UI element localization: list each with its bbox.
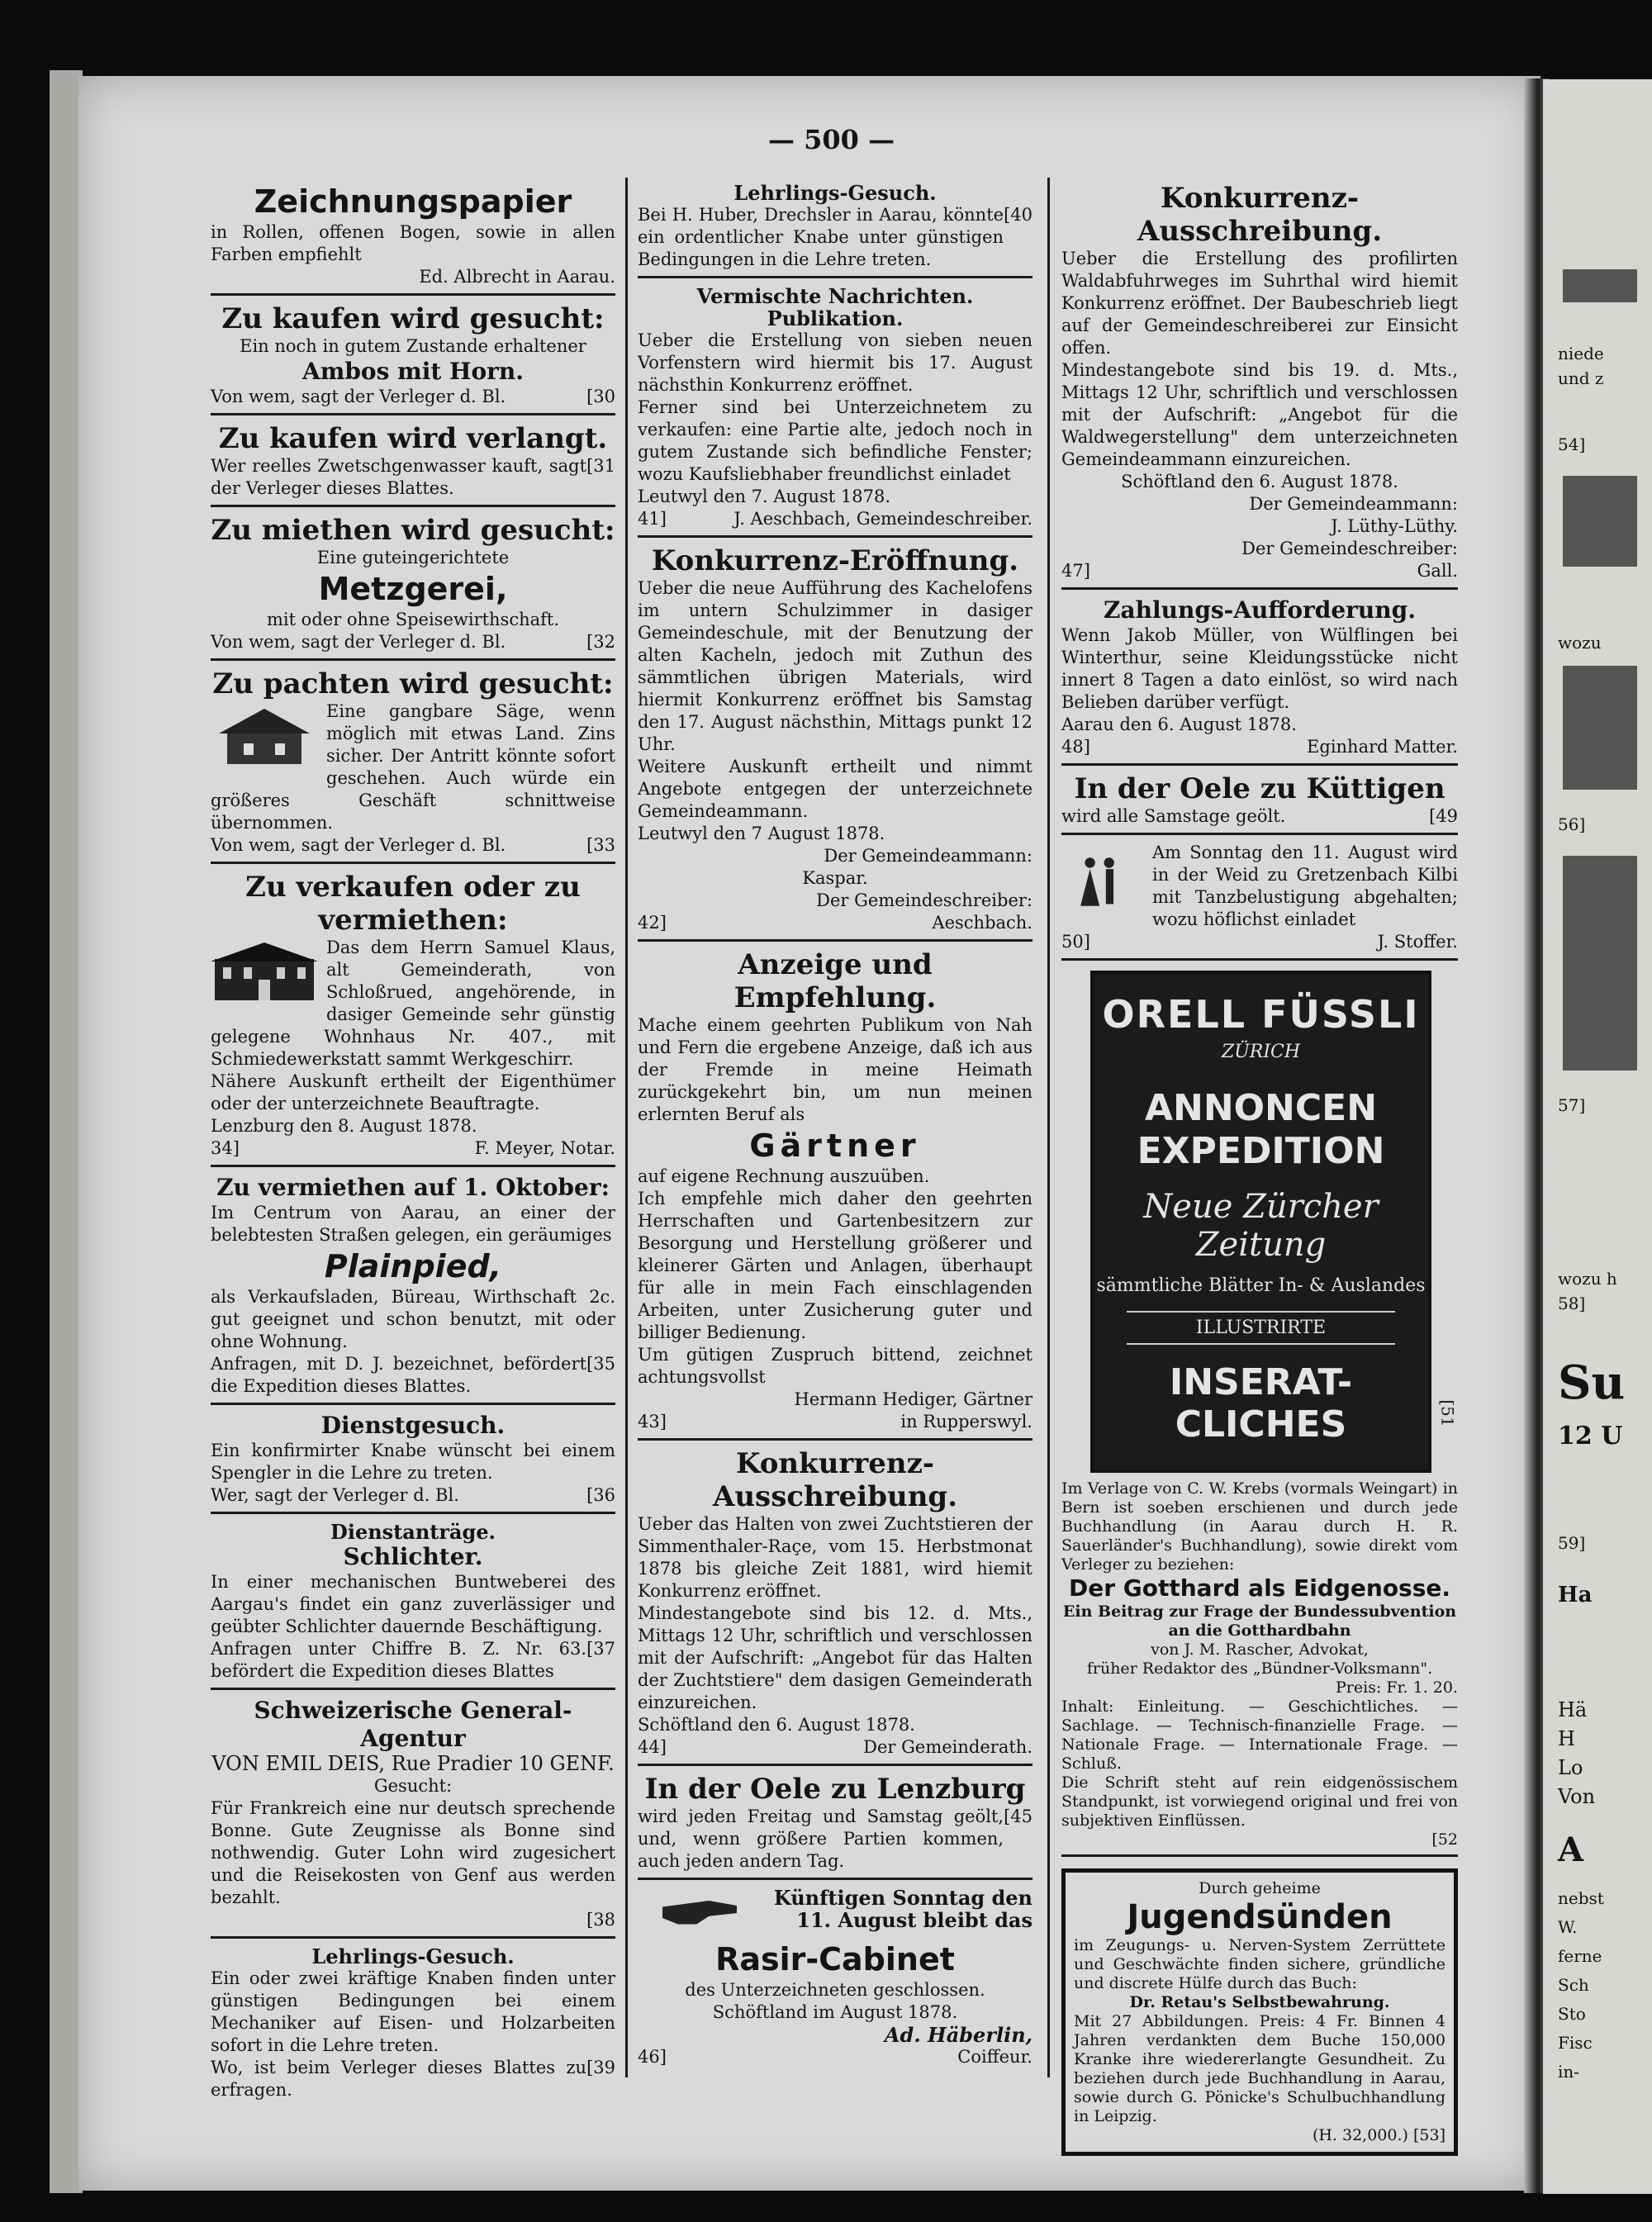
ad-sig1: Der Gemeindeammann: xyxy=(824,846,1032,866)
column-2 xyxy=(638,182,1032,2073)
ad-author: von J. M. Rascher, Advokat, xyxy=(1151,1640,1369,1659)
ad-number: [53] xyxy=(1412,2126,1446,2144)
dancing-couple-icon xyxy=(1061,843,1144,918)
house-illustration-icon xyxy=(211,702,318,768)
ad-gaertner xyxy=(638,948,1032,1441)
ad-number: [52 xyxy=(1431,1830,1458,1849)
ad-price: Preis: Fr. 1. 20. xyxy=(1335,1678,1458,1697)
next-page-text: Sto xyxy=(1558,2004,1586,2024)
next-page-edge xyxy=(1543,79,1652,2194)
ad-title: In der Oele zu Lenzburg xyxy=(644,1773,1026,1806)
ad-text-3: Anfragen, mit D. J. bezeichnet, befördert die Expedition dieses Blattes. xyxy=(211,1354,587,1396)
ad-text-2: als Verkaufsladen, Büreau, Wirthschaft 2c. gut geeignet und schon benutzt, mit oder ohne Wohnung. xyxy=(211,1287,615,1351)
ad-title: Zu kaufen wird verlangt. xyxy=(218,422,608,455)
next-page-number: 54] xyxy=(1558,434,1586,454)
ad-text-2: Mindestangebote sind bis 12. d. Mts., Mittags 12 Uhr, schriftlich und verschlossen mit der Aufschrift: „Angebot für das Halten der Zuchtstiere" dem dasigen Gemeinderath einzureichen. xyxy=(638,1603,1032,1712)
ad-text: Ueber die Erstellung des profilirten Waldabfuhrweges im Suhrthal wird hiemit Konkurrenz eröffnet. Der Baubeschrieb liegt auf der Gemeindeschreiberei zur Einsicht offen. xyxy=(1061,249,1458,358)
ad-title: Konkurrenz-Ausschreibung. xyxy=(1137,182,1383,248)
ad-publikation xyxy=(638,285,1032,538)
ad-item: Metzgerei, xyxy=(318,571,508,607)
ad-number: 41] xyxy=(638,509,667,529)
next-page-number: 57] xyxy=(1558,1095,1586,1115)
next-page-image xyxy=(1563,269,1637,302)
ad-date: Schöftland den 6. August 1878. xyxy=(1121,472,1398,491)
next-page-text: Hä xyxy=(1558,1698,1588,1721)
ad-number: 44] xyxy=(638,1737,667,1757)
next-page-image xyxy=(1563,856,1637,1071)
ad-footer: Von wem, sagt der Verleger d. Bl. xyxy=(211,835,506,855)
ad-number: [33 xyxy=(586,835,615,855)
next-page-text: Ha xyxy=(1558,1583,1593,1607)
ad-text-2: Wo, ist beim Verleger dieses Blattes zu erfragen. xyxy=(211,2058,587,2100)
ad-number: [38 xyxy=(586,1910,615,1930)
next-page-text: wozu h xyxy=(1558,1269,1617,1289)
ad-title: Jugendsünden xyxy=(1127,1898,1393,1936)
ad-subtitle: VON EMIL DEIS, Rue Pradier 10 GENF. xyxy=(211,1752,615,1775)
ad-signer: Der Gemeinderath. xyxy=(863,1737,1032,1757)
ad-number: 46] xyxy=(638,2047,667,2067)
ad-date: Leutwyl den 7 August 1878. xyxy=(638,824,885,843)
column-rule-2 xyxy=(1047,178,1050,2077)
orell-line-7: INSERAT-CLICHES xyxy=(1169,1361,1353,1446)
next-page-text: ferne xyxy=(1558,1946,1602,1966)
ad-zeichnungspapier xyxy=(211,182,615,296)
ad-title: Zu vermiethen auf 1. Oktober: xyxy=(216,1174,610,1201)
next-page-text: A xyxy=(1558,1830,1584,1869)
ad-title: Zu miethen wird gesucht: xyxy=(211,514,615,547)
ad-footer: Wer, sagt der Verleger d. Bl. xyxy=(211,1485,459,1505)
next-page-number: 56] xyxy=(1558,814,1586,834)
ad-number: [32 xyxy=(586,632,615,652)
ad-text: Wenn Jakob Müller, von Wülflingen bei Winterthur, seine Kleidungsstücke nicht innert 8 Tagen a dato einlöst, so wird nach Belieben darüber verfügt. xyxy=(1061,625,1458,712)
ad-text: im Zeugungs- u. Nerven-System Zerrüttete und Geschwächte finden sichere, gründliche und discrete Hülfe durch das Buch: xyxy=(1074,1936,1446,1992)
orell-line-2: ZÜRICH xyxy=(1221,1042,1301,1062)
ad-subtitle: Publikation. xyxy=(767,306,904,330)
ad-text-2: auf eigene Rechnung auszuüben. xyxy=(638,1166,930,1186)
ad-title: Lehrlings-Gesuch. xyxy=(311,1944,515,1968)
ad-number: 50] xyxy=(1061,932,1090,952)
ad-signer: J. Stoffer. xyxy=(1377,932,1458,952)
ad-text: In einer mechanischen Buntweberei des Aargau's findet ein ganz zuverlässiger und geübter Schlichter dauernde Beschäftigung. xyxy=(211,1572,615,1636)
next-page-text: Lo xyxy=(1558,1756,1583,1779)
next-page-text: niede xyxy=(1558,344,1604,363)
ad-sig1-name: J. Lüthy-Lüthy. xyxy=(1331,516,1458,536)
ad-oele-lenzburg xyxy=(638,1773,1032,1880)
next-page-text: nebst xyxy=(1558,1888,1604,1908)
ad-content: Inhalt: Einleitung. — Geschichtliches. — Sachlage. — Technisch-finanzielle Frage. — Nationale Frage. — Internationale Frage. — Schluß. xyxy=(1061,1697,1458,1773)
ad-number: [39 xyxy=(586,2058,615,2077)
ad-text: Bei H. Huber, Drechsler in Aarau, könnte ein ordentlicher Knabe unter günstigen Bedingungen in die Lehre treten. xyxy=(638,205,1004,269)
ad-text: Ueber die neue Aufführung des Kachelofens im untern Schulzimmer in dasiger Gemeindeschule, mit der Benutzung der alten Kacheln, jedoch mit Zuthun des sämmtlichen übrigen Materials, wird hiermit Konkurrenz eröffnet bis Samstag den 17. August nächsthin, Mittags punkt 12 Uhr. xyxy=(638,578,1032,754)
next-page-text: Von xyxy=(1558,1785,1596,1808)
ad-date: Schöftland den 6. August 1878. xyxy=(638,1715,915,1735)
ad-title: In der Oele zu Küttigen xyxy=(1074,772,1446,805)
orell-line-3: ANNONCEN EXPEDITION xyxy=(1137,1087,1385,1172)
ad-title: Zu verkaufen oder zu vermiethen: xyxy=(245,871,581,937)
next-page-number: 59] xyxy=(1558,1533,1586,1553)
ad-title: Konkurrenz-Eröffnung. xyxy=(651,544,1019,577)
ad-number: 47] xyxy=(1061,561,1090,581)
ad-ambos xyxy=(211,302,615,415)
next-page-text: wozu xyxy=(1558,633,1602,653)
ad-text: Ein noch in gutem Zustande erhaltener xyxy=(240,336,586,356)
ad-code: (H. 32,000.) xyxy=(1312,2126,1408,2144)
ad-text: wird alle Samstage geölt. xyxy=(1061,806,1286,826)
ad-lehrlings-gesuch-1 xyxy=(211,1945,615,2106)
ad-text: Ueber die Erstellung von sieben neuen Vorfenstern wird hiermit bis 17. August nächsthin Konkurrenz eröffnet. xyxy=(638,330,1032,395)
ad-place: in Rupperswyl. xyxy=(900,1412,1032,1431)
ad-title: Anzeige und Empfehlung. xyxy=(733,948,937,1014)
ad-title: Konkurrenz-Ausschreibung. xyxy=(712,1447,958,1513)
ad-text: Im Centrum von Aarau, an einer der belebtesten Straßen gelegen, ein geräumiges xyxy=(211,1203,615,1245)
ad-text: Ein konfirmirter Knabe wünscht bei einem Spengler in die Lehre zu treten. xyxy=(211,1441,615,1483)
ad-signer: F. Meyer, Notar. xyxy=(474,1138,615,1158)
next-page-text: W. xyxy=(1558,1917,1578,1937)
ad-kilbi xyxy=(1061,842,1458,961)
ad-text: Eine guteingerichtete xyxy=(316,548,510,567)
ad-text: Künftigen Sonntag den 11. August bleibt das xyxy=(773,1886,1032,1932)
column-1 xyxy=(211,182,615,2106)
ad-author-2: früher Redaktor des „Bündner-Volksmann". xyxy=(1086,1659,1433,1678)
ad-plainpied xyxy=(211,1174,615,1405)
ad-role: Coiffeur. xyxy=(957,2047,1032,2067)
ad-number: 48] xyxy=(1061,737,1090,757)
ad-dienstgesuch xyxy=(211,1412,615,1514)
ad-number: 43] xyxy=(638,1412,667,1431)
ad-signer: Ed. Albrecht in Aarau. xyxy=(419,267,615,287)
ad-rasir-cabinet xyxy=(638,1887,1032,2073)
ad-general-agentur xyxy=(211,1697,615,1939)
ad-number: [49 xyxy=(1429,806,1458,826)
orell-line-5: sämmtliche Blätter In- & Auslandes xyxy=(1096,1275,1426,1296)
ad-sig2: Der Gemeindeschreiber: xyxy=(816,890,1032,910)
ad-konkurrenz-eroeffnung xyxy=(638,544,1032,942)
ad-sig1: Der Gemeindeammann: xyxy=(1249,494,1458,514)
ad-text: in Rollen, offenen Bogen, sowie in allen Farben empfiehlt xyxy=(211,222,615,264)
next-page-text: H xyxy=(1558,1727,1575,1750)
next-page-text: und z xyxy=(1558,368,1604,388)
next-page-text: Su xyxy=(1558,1356,1626,1410)
ad-date: Lenzburg den 8. August 1878. xyxy=(211,1116,477,1136)
ad-footer: Von wem, sagt der Verleger d. Bl. xyxy=(211,632,506,652)
ad-subtitle: Schlichter. xyxy=(343,1543,483,1570)
ad-oele-kuettigen xyxy=(1061,772,1458,835)
page-left-edge xyxy=(50,70,83,2193)
ad-title: Zeichnungspapier xyxy=(254,183,572,220)
ad-sig2: Der Gemeindeschreiber: xyxy=(1241,539,1458,558)
ad-book: Dr. Retau's Selbstbewahrung. xyxy=(1129,1993,1390,2011)
next-page-text: 12 U xyxy=(1558,1422,1623,1450)
ad-sig2-name: Gall. xyxy=(1417,561,1458,581)
pointing-hand-icon xyxy=(638,1888,762,1938)
ad-text-2: Anfragen unter Chiffre B. Z. Nr. 63. befördert die Expedition dieses Blattes xyxy=(211,1639,587,1681)
ad-item: Plainpied, xyxy=(324,1248,502,1284)
ad-text-2: Nähere Auskunft ertheilt der Eigenthümer oder der unterzeichnete Beauftragte. xyxy=(211,1071,615,1113)
ad-title: Schweizerische General-Agentur xyxy=(254,1697,572,1752)
ad-subtitle: Ein Beitrag zur Frage der Bundessubvention an die Gotthardbahn xyxy=(1062,1602,1457,1640)
ad-text-2: Mit 27 Abbildungen. Preis: 4 Fr. Binnen 4 Jahren verdankten dem Buche 150,000 Kranke ihre wiedererlangte Gesundheit. Zu beziehen durch jede Buchhandlung in Aarau, sowie durch G. Pönicke's Schulbuchhandlung in Leipzig. xyxy=(1074,2012,1446,2125)
ad-number: 34] xyxy=(211,1138,240,1158)
ad-title: Dienstanträge. xyxy=(330,1520,496,1544)
ad-number: [36 xyxy=(586,1485,615,1505)
ad-item: Rasir-Cabinet xyxy=(715,1941,955,1977)
next-page-text: Fisc xyxy=(1558,2033,1593,2053)
next-page-text: in- xyxy=(1558,2062,1580,2082)
ad-title: Zu pachten wird gesucht: xyxy=(212,667,614,700)
building-illustration-icon xyxy=(211,938,318,1004)
ad-text-2: mit oder ohne Speisewirthschaft. xyxy=(266,610,560,629)
ad-title: Zu kaufen wird gesucht: xyxy=(221,302,605,335)
next-page-image xyxy=(1563,666,1637,790)
ad-number: 42] xyxy=(638,913,667,933)
next-page-image xyxy=(1563,476,1637,567)
ad-text-4: Um gütigen Zuspruch bittend, zeichnet achtungsvollst xyxy=(638,1345,1032,1387)
ad-metzgerei xyxy=(211,514,615,661)
ad-zwetschgenwasser xyxy=(211,422,615,507)
ad-sig1-name: Kaspar. xyxy=(802,868,868,888)
ad-number: [35 xyxy=(586,1354,615,1374)
ad-title: Dienstgesuch. xyxy=(320,1412,506,1439)
ad-text-2: Ferner sind bei Unterzeichnetem zu verkaufen: eine Partie alte, jedoch noch in gutem Zustande sich befindliche Fenster; wozu Kaufsliebhaber freundlichst einladet xyxy=(638,397,1032,484)
ad-date: Aarau den 6. August 1878. xyxy=(1061,715,1297,734)
ad-zuchtstiere xyxy=(638,1447,1032,1766)
ad-text: Ueber das Halten von zwei Zuchtstieren der Simmenthaler-Raçe, vom 15. Herbstmonat 1878 bis gleiche Zeit 1881, wird hiemit Konkurrenz eröffnet. xyxy=(638,1514,1032,1601)
ad-pre: Durch geheime xyxy=(1199,1879,1321,1897)
ad-item: Gärtner xyxy=(749,1128,921,1164)
ad-intro: Im Verlage von C. W. Krebs (vormals Weingart) in Bern ist soeben erschienen und durch jede Buchhandlung (in Aarau durch H. R. Sauerländer's Buchhandlung), sowie direkt vom Verleger zu beziehen: xyxy=(1061,1479,1458,1574)
ad-gotthard xyxy=(1061,1479,1458,1857)
ad-label: Gesucht: xyxy=(373,1776,453,1796)
ad-waldabfuhrweg xyxy=(1061,182,1458,590)
orell-line-1: ORELL FÜSSLI xyxy=(1102,992,1420,1037)
ad-jugendsuenden xyxy=(1061,1868,1458,2156)
ad-title: Vermischte Nachrichten. xyxy=(696,284,974,308)
ad-date: Leutwyl den 7. August 1878. xyxy=(638,487,891,506)
ad-text-2: Mindestangebote sind bis 19. d. Mts., Mittags 12 Uhr, schriftlich und verschlossen mit der Aufschrift: „Angebot für die Waldwegerstellung" dem unterzeichneten Gemeindeammann einzureichen. xyxy=(1061,360,1458,469)
ad-footer: Von wem, sagt der Verleger d. Bl. xyxy=(211,387,506,406)
ad-zahlungs-aufforderung xyxy=(1061,596,1458,766)
column-rule-1 xyxy=(625,178,628,2077)
ad-number: [45 xyxy=(1004,1807,1032,1826)
ad-number: [30 xyxy=(586,387,615,406)
next-page-number: 58] xyxy=(1558,1294,1586,1313)
ad-text: Ein oder zwei kräftige Knaben finden unter günstigen Bedingungen bei einem Mechaniker auf Eisen- und Holzarbeiten sofort in die Lehre treten. xyxy=(211,1968,615,2055)
orell-fuessli-advertisement xyxy=(1090,971,1458,1473)
ad-signer: Hermann Hediger, Gärtner xyxy=(794,1389,1032,1409)
ad-date: Schöftland im August 1878. xyxy=(712,2002,958,2022)
ad-text: Für Frankreich eine nur deutsch sprechende Bonne. Gute Zeugnisse als Bonne sind nothwendig. Guter Lohn wird zugesichert und die Reisekosten von Genf aus werden bezahlt. xyxy=(211,1798,615,1907)
ad-title: Lehrlings-Gesuch. xyxy=(733,181,937,205)
ad-signer: Ad. Häberlin, xyxy=(884,2023,1032,2047)
ad-text: Wer reelles Zwetschgenwasser kauft, sagt der Verleger dieses Blattes. xyxy=(211,456,587,498)
ad-number: [40 xyxy=(1004,205,1032,225)
next-page-text: Sch xyxy=(1558,1975,1589,1995)
ad-note: Die Schrift steht auf rein eidgenössischem Standpunkt, ist vorwiegend original und frei von subjektiven Einflüssen. xyxy=(1061,1773,1458,1830)
ad-signer: J. Aeschbach, Gemeindeschreiber. xyxy=(733,509,1032,529)
ad-number: [31 xyxy=(586,456,615,476)
orell-line-4: Neue Zürcher Zeitung xyxy=(1143,1188,1379,1264)
ad-item: Ambos mit Horn. xyxy=(301,358,525,385)
ad-title: Der Gotthard als Eidgenosse. xyxy=(1068,1574,1451,1602)
ad-text: Das dem Herrn Samuel Klaus, alt Gemeinderath, von Schloßrued, angehörende, in dasiger Gemeinde sehr günstig gelegene Wohnhaus Nr. 407., mit Schmiedewerkstatt sammt Werkgeschirr. xyxy=(211,938,615,1069)
page-number: — 500 — xyxy=(768,124,895,155)
ad-text: Am Sonntag den 11. August wird in der Weid zu Gretzenbach Kilbi mit Tanzbelustigung abgehalten; wozu höflichst einladet xyxy=(1152,843,1458,929)
orell-line-6: ILLUSTRIRTE xyxy=(1127,1311,1395,1345)
ad-schlichter xyxy=(211,1521,615,1690)
ad-sig2-name: Aeschbach. xyxy=(932,913,1032,933)
ad-text-2: des Unterzeichneten geschlossen. xyxy=(685,1980,985,2000)
ad-saege xyxy=(211,667,615,864)
ad-signer: Eginhard Matter. xyxy=(1307,737,1458,757)
ad-wohnhaus xyxy=(211,871,615,1167)
ad-text-2: Weitere Auskunft ertheilt und nimmt Angebote entgegen der unterzeichnete Gemeindeammann. xyxy=(638,757,1032,821)
ad-number: [37 xyxy=(586,1639,615,1659)
ad-text: Mache einem geehrten Publikum von Nah und Fern die ergebene Anzeige, daß ich aus der Fremde in meine Heimath zurückgekehrt bin, um nun meinen erlernten Beruf als xyxy=(638,1015,1032,1124)
ad-text: wird jeden Freitag und Samstag geölt, und, wenn größere Partien kommen, auch jeden andern Tag. xyxy=(638,1807,1004,1871)
ad-text: Eine gangbare Säge, wenn möglich mit etwas Land. Zins sicher. Der Antritt könnte sofort geschehen. Auch würde ein größeres Geschäft schnittweise übernommen. xyxy=(211,701,615,833)
column-3 xyxy=(1061,182,1458,2156)
ad-number: [51 xyxy=(1437,1399,1458,1427)
ad-title: Zahlungs-Aufforderung. xyxy=(1104,596,1416,624)
ad-lehrlings-gesuch-2 xyxy=(638,182,1032,278)
ad-text-3: Ich empfehle mich daher den geehrten Herrschaften und Gartenbesitzern zur Besorgung und Herstellung größerer und kleinerer Gärten und Anlagen, überhaupt für alle in mein Fach einschlagenden Arbeiten, unter Zusicherung guter und billiger Bedienung. xyxy=(638,1189,1032,1342)
